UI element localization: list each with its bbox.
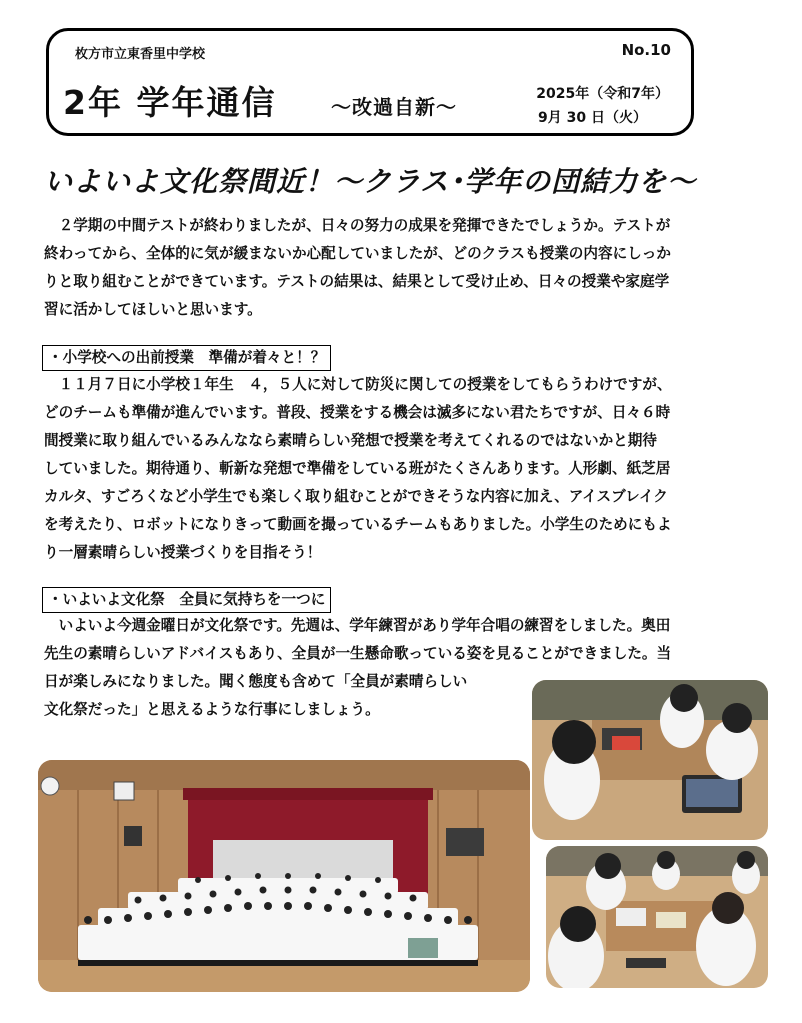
intro-line: りと取り組むことができています。テストの結果は、結果として受け止め、日々の授業や家庭学 bbox=[44, 273, 670, 290]
intro-line: 終わってから、全体的に気が緩まないか心配していましたが、どのクラスも授業の内容にしっか bbox=[44, 245, 671, 262]
newsletter-subtitle: ～改過自新～ bbox=[331, 95, 457, 119]
intro-line: ２学期の中間テストが終わりましたが、日々の努力の成果を発揮できたでしょうか。テストが bbox=[44, 217, 671, 234]
intro-paragraph bbox=[44, 212, 748, 324]
classroom-photo-top bbox=[532, 680, 768, 840]
section2-heading: ・いよいよ文化祭 全員に気持ちを一つに bbox=[42, 587, 331, 613]
section1-line: カルタ、すごろくなど小学生でも楽しく取り組むことができそうな内容に加え、アイスブレイク bbox=[44, 488, 668, 505]
section2-line: いよいよ今週金曜日が文化祭です。先週は、学年練習があり学年合唱の練習をしました。奥田 bbox=[44, 617, 671, 634]
issue-date-year: 2025年（令和7年） bbox=[536, 86, 669, 102]
section1-line: していました。期待通り、斬新な発想で準備をしている班がたくさんあります。人形劇、紙芝居 bbox=[44, 460, 671, 477]
section2-line: 文化祭だった」と思えるような行事にしましょう。 bbox=[44, 701, 380, 718]
section1-paragraph bbox=[44, 371, 748, 567]
newsletter-header bbox=[46, 28, 694, 136]
section1-heading: ・小学校への出前授業 準備が着々と！？ bbox=[42, 345, 331, 371]
section1-line: １１月７日に小学校１年生 ４，５人に対して防災に関しての授業をしてもらうわけですが、 bbox=[44, 376, 672, 393]
issue-number: No.10 bbox=[621, 41, 671, 59]
section1-line: を考えたり、ロボットになりきって動画を撮っているチームもありました。小学生のためにもよ bbox=[44, 516, 672, 533]
section2-line: 日が楽しみになりました。聞く態度も含めて「全員が素晴らしい bbox=[44, 673, 468, 690]
newsletter-title: 2年 学年通信 bbox=[63, 83, 277, 122]
issue-date-day: 9月 30 日（火） bbox=[538, 110, 647, 126]
gym-choir-photo bbox=[38, 760, 530, 992]
section1-line: り一層素晴らしい授業づくりを目指そう！ bbox=[44, 544, 322, 561]
classroom-photo-bottom bbox=[546, 846, 768, 988]
intro-line: 習に活かしてほしいと思います。 bbox=[44, 301, 262, 318]
section1-line: どのチームも準備が進んでいます。普段、授業をする機会は滅多にない君たちですが、日々６時 bbox=[44, 404, 671, 421]
school-name: 枚方市立東香里中学校 bbox=[75, 47, 206, 62]
headline: いよいよ文化祭間近！～クラス･学年の団結力を～ bbox=[44, 165, 697, 198]
section2-line: 先生の素晴らしいアドバイスもあり、全員が一生懸命歌っている姿を見ることができました。当 bbox=[44, 645, 672, 662]
section1-line: 間授業に取り組んでいるみんななら素晴らしい発想で授業を考えてくれるのではないかと期待 bbox=[44, 432, 657, 449]
